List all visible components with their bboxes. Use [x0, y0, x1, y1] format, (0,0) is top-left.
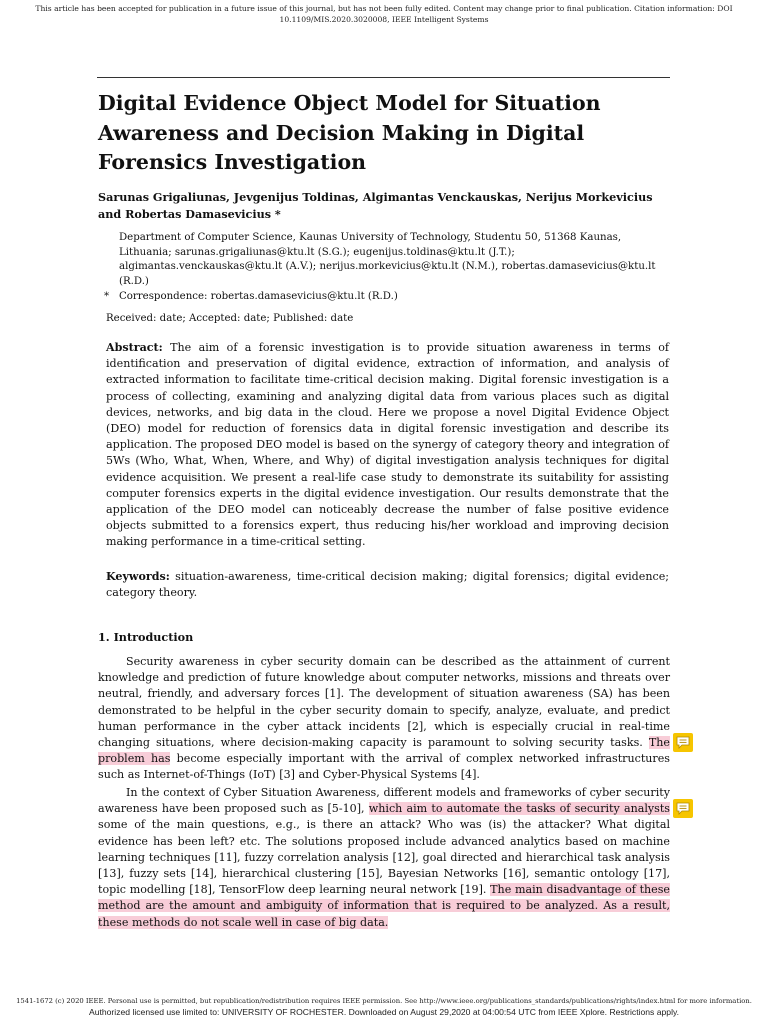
paragraph-text: In the context of Cyber Situation Awareness, different models and frameworks of cyber security awareness have been proposed such as [5-10],: [98, 786, 670, 816]
paper-title: Digital Evidence Object Model for Situation Awareness and Decision Making in Digital Forensics Investigation: [98, 91, 601, 174]
abstract-block: [106, 340, 669, 551]
paragraph-text: become especially important with the arrival of complex networked infrastructures such as Internet-of-Things (IoT) [3] and Cyber-Physical Systems [4].: [98, 752, 670, 782]
header-divider: [97, 77, 670, 78]
correspondence-marker: *: [104, 291, 110, 302]
abstract-text: The aim of a forensic investigation is to provide situation awareness in terms of identification and preservation of digital evidence, extraction of information, and analysis of extracted information to facilitate time-critical decision making. Digital forensic investigation is a process of collecting, examining and analyzing digital data from various places such as digital devices, networks, and big data in the cloud. Here we propose a novel Digital Evidence Object (DEO) model for reduction of forensics data in digital forensic investigation and describe its application. The proposed DEO model is based on the synergy of category theory and integration of 5Ws (Who, What, When, Where, and Why) of digital investigation analysis techniques for digital evidence acquisition. We present a real-life case study to demonstrate its suitability for assisting computer forensics experts in the digital evidence investigation. Our results demonstrate that the application of the DEO model can noticeably decrease the number of false positive evidence objects submitted to a forensics expert, thus reducing his/her workload and improving decision making performance in a time-critical setting.: [106, 341, 670, 549]
text-highlight[interactable]: The problem has: [98, 736, 670, 766]
publication-dates: Received: date; Accepted: date; Published: date: [106, 313, 354, 324]
paragraph-text: Security awareness in cyber security domain can be described as the attainment of current knowledge and prediction of future knowledge about computer networks, missions and threats over neutral, friendly, and adversary forces [1]. The development of situation awareness (SA) has been demonstrated to be helpful in the cyber security domain to specify, analyze, evaluate, and predict human performance in the cyber attack incidents [2], which is especially crucial in real-time changing situations, where decision-making capacity is paramount to solving security tasks.: [98, 655, 670, 750]
keywords-label: Keywords:: [106, 570, 170, 583]
keywords-block: [106, 569, 669, 601]
license-footer: Authorized licensed use limited to: UNIVERSITY OF ROCHESTER. Downloaded on August 29,2020 at 04:00:54 UTC from IEEE Xplore. Restrictions apply.: [88, 1007, 680, 1017]
author-list: Sarunas Grigaliunas, Jevgenijus Toldinas, Algimantas Venckauskas, Nerijus Morkevicius and Robertas Damasevicius *: [98, 190, 653, 221]
correspondence-line: [104, 290, 664, 305]
comment-note-icon[interactable]: [673, 799, 693, 818]
correspondence-text: Correspondence: robertas.damasevicius@ktu.lt (R.D.): [119, 291, 398, 302]
affiliation: Department of Computer Science, Kaunas University of Technology, Studentu 50, 51368 Kaunas, Lithuania; sarunas.grigaliunas@ktu.lt (S.G.); eugenijus.toldinas@ktu.lt (J.T.); algimantas.venckauskas@ktu.lt (A.V.); nerijus.morkevicius@ktu.lt (N.M.), robertas.damasevicius@ktu.lt (R.D.): [119, 232, 656, 287]
text-highlight[interactable]: which aim to automate the tasks of security analysts: [368, 802, 670, 816]
paragraph-text: some of the main questions, e.g., is there an attack? Who was (is) the attacker? What digital evidence has been left? etc. The solutions proposed include advanced analytics based on machine learning techniques [11], fuzzy correlation analysis [12], goal directed and hierarchical task analysis [13], fuzzy sets [14], hierarchical clustering [15], Bayesian Networks [16], semantic ontology [17], topic modelling [18], TensorFlow deep learning neural network [19].: [98, 818, 670, 897]
comment-note-icon[interactable]: [673, 733, 693, 752]
text-highlight[interactable]: The main disadvantage of these method are the amount and ambiguity of information that is required to be analyzed. As a result, these methods do not scale well in case of big data.: [98, 883, 670, 929]
keywords-text: situation-awareness, time-critical decision making; digital forensics; digital evidence; category theory.: [106, 570, 669, 600]
intro-paragraph-2: [98, 785, 670, 931]
intro-paragraph-1: [98, 654, 670, 784]
copyright-footer: 1541-1672 (c) 2020 IEEE. Personal use is permitted, but republication/redistribution requires IEEE permission. See http://www.ieee.org/publications_standards/publications/rights/index.html for more information.: [16, 997, 752, 1005]
abstract-label: Abstract:: [106, 341, 163, 354]
section-heading-introduction: 1. Introduction: [98, 630, 194, 644]
publication-notice-banner: This article has been accepted for publication in a future issue of this journal, but has not been fully edited. Content may change prior to final publication. Citation information: DOI 10.1109/MIS.2020.3020008, IEEE Intelligent Systems: [35, 4, 733, 24]
